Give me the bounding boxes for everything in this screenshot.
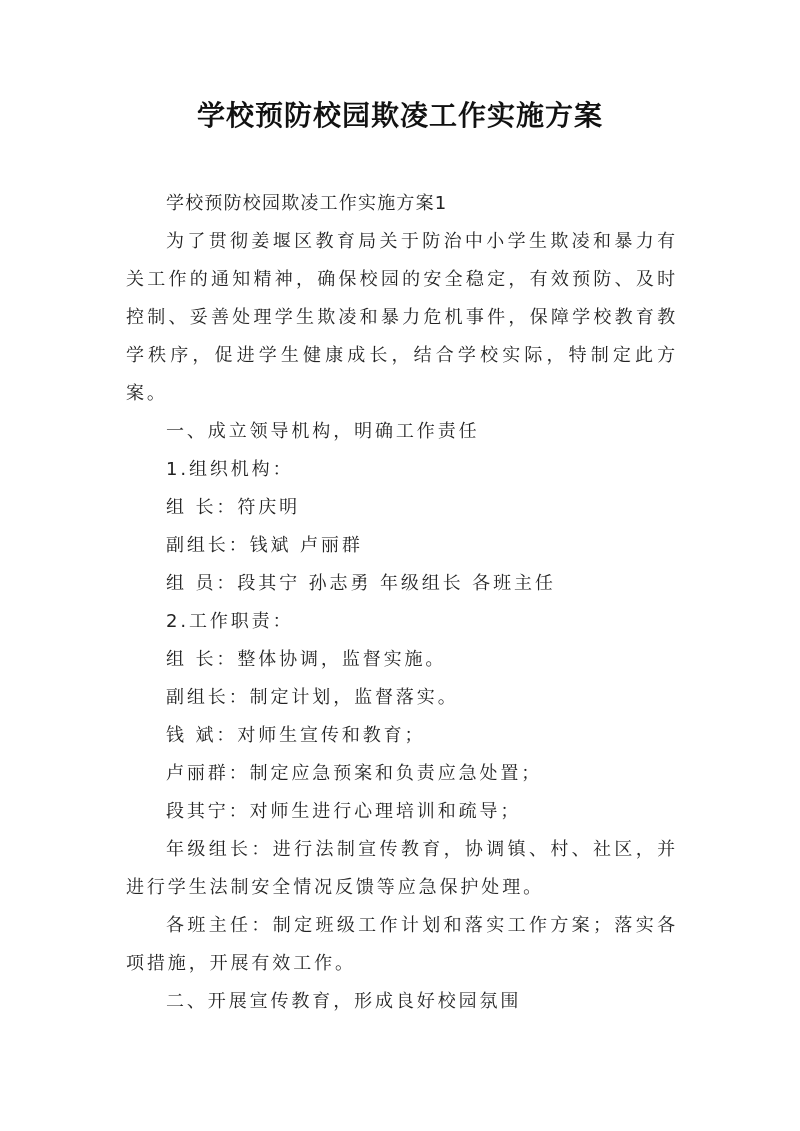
intro-paragraph: 为了贯彻姜堰区教育局关于防治中小学生欺凌和暴力有关工作的通知精神，确保校园的安全稳定，有效预防、及时控制、妥善处理学生欺凌和暴力危机事件，保障学校教育教学秩序，促进学生健康成长，结合学校实际，特制定此方案。 [126,231,678,404]
duty-lu-liqun: 卢丽群：制定应急预案和负责应急处置； [166,763,543,784]
duty-duan-qining: 段其宁：对师生进行心理培训和疏导； [166,801,522,822]
document-title: 学校预防校园欺凌工作实施方案 [196,99,603,132]
section-heading-2: 二、开展宣传教育，形成良好校园氛围 [166,991,522,1012]
duty-grade-leaders: 年级组长：进行法制宣传教育，协调镇、村、社区，并进行学生法制安全情况反馈等应急保护处理。 [126,839,678,898]
subheading-organization: 1.组织机构： [166,459,294,480]
document-body [126,185,678,1021]
duty-qian-bin: 钱 斌：对师生宣传和教育； [166,725,426,746]
leader-line: 组 长：符庆明 [166,497,301,518]
members-line: 组 员：段其宁 孙志勇 年级组长 各班主任 [166,573,556,594]
subheading-duties: 2.工作职责： [166,611,294,632]
duty-leader: 组 长：整体协调，监督实施。 [166,649,447,670]
subtitle-paragraph: 学校预防校园欺凌工作实施方案1 [166,193,448,214]
deputy-leader-line: 副组长：钱斌 卢丽群 [166,535,363,556]
duty-deputy-leader: 副组长：制定计划，监督落实。 [166,687,459,708]
section-heading-1: 一、成立领导机构，明确工作责任 [166,421,480,442]
duty-class-teachers: 各班主任：制定班级工作计划和落实工作方案；落实各项措施，开展有效工作。 [126,915,678,974]
